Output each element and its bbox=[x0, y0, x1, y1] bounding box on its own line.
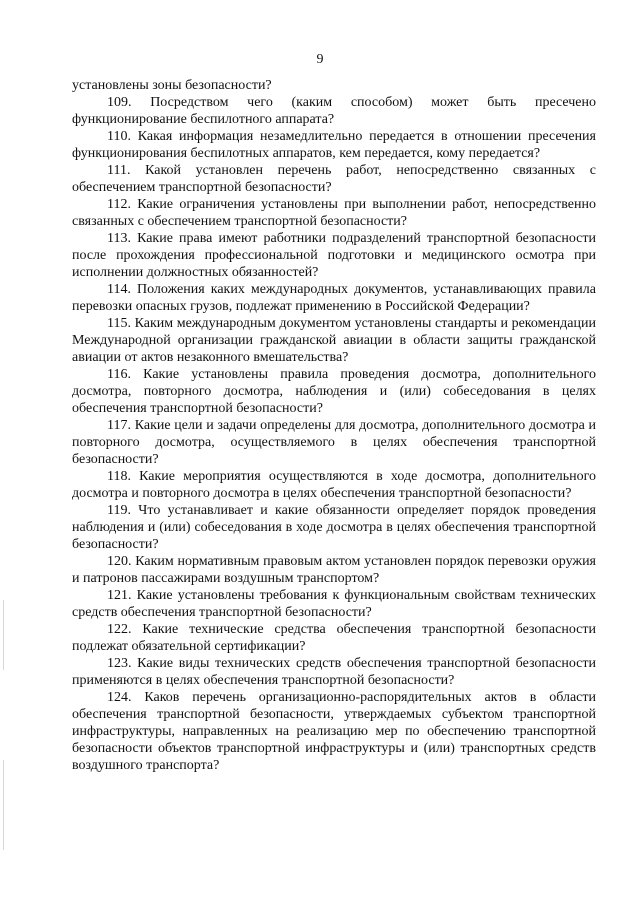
question-122: 122. Какие технические средства обеспечения транспортной безопасности подлежат обязательной сертификации? bbox=[72, 622, 596, 654]
page-number: 9 bbox=[316, 52, 324, 67]
question-124: 124. Каков перечень организационно-распорядительных актов в области обеспечения транспортной безопасности, утверждаемых субъектом транспортной инфраструктуры, направленных на реализацию мер по обеспечению транспортной безопасности объектов транспортной инфраструктуры и (или) транспортных средств воздушного транспорта? bbox=[72, 690, 596, 773]
question-114: 114. Положения каких международных документов, устанавливающих правила перевозки опасных грузов, подлежат применению в Российской Федерации? bbox=[72, 282, 596, 314]
question-116: 116. Какие установлены правила проведения досмотра, дополнительного досмотра, повторного досмотра, наблюдения и (или) собеседования в целях обеспечения транспортной безопасности? bbox=[72, 367, 596, 416]
question-115: 115. Каким международным документом установлены стандарты и рекомендации Международной организации гражданской авиации в области защиты гражданской авиации от актов незаконного вмешательства? bbox=[72, 316, 596, 365]
question-111: 111. Какой установлен перечень работ, непосредственно связанных с обеспечением транспортной безопасности? bbox=[72, 163, 596, 195]
question-121: 121. Какие установлены требования к функциональным свойствам технических средств обеспечения транспортной безопасности? bbox=[72, 588, 596, 620]
question-113: 113. Какие права имеют работники подразделений транспортной безопасности после прохождения профессиональной подготовки и медицинского осмотра при исполнении должностных обязанностей? bbox=[72, 231, 596, 280]
paragraph-continuation: установлены зоны безопасности? bbox=[72, 78, 272, 93]
question-117: 117. Какие цели и задачи определены для досмотра, дополнительного досмотра и повторного досмотра, осуществляемого в целях обеспечения транспортной безопасности? bbox=[72, 418, 596, 467]
scan-edge-mark bbox=[3, 760, 4, 850]
question-list bbox=[72, 77, 596, 774]
question-109: 109. Посредством чего (каким способом) может быть пресечено функционирование беспилотного аппарата? bbox=[72, 95, 596, 127]
question-123: 123. Какие виды технических средств обеспечения транспортной безопасности применяются в целях обеспечения транспортной безопасности? bbox=[72, 656, 596, 688]
question-120: 120. Каким нормативным правовым актом установлен порядок перевозки оружия и патронов пассажирами воздушным транспортом? bbox=[72, 554, 596, 586]
question-112: 112. Какие ограничения установлены при выполнении работ, непосредственно связанных с обеспечением транспортной безопасности? bbox=[72, 197, 596, 229]
question-119: 119. Что устанавливает и какие обязанности определяет порядок проведения наблюдения и (или) собеседования в ходе досмотра в целях обеспечения транспортной безопасности? bbox=[72, 503, 596, 552]
scan-edge-mark bbox=[3, 600, 4, 670]
question-110: 110. Какая информация незамедлительно передается в отношении пресечения функционирования беспилотных аппаратов, кем передается, кому передается? bbox=[72, 129, 596, 161]
question-118: 118. Какие мероприятия осуществляются в ходе досмотра, дополнительного досмотра и повторного досмотра в целях обеспечения транспортной безопасности? bbox=[72, 469, 596, 501]
